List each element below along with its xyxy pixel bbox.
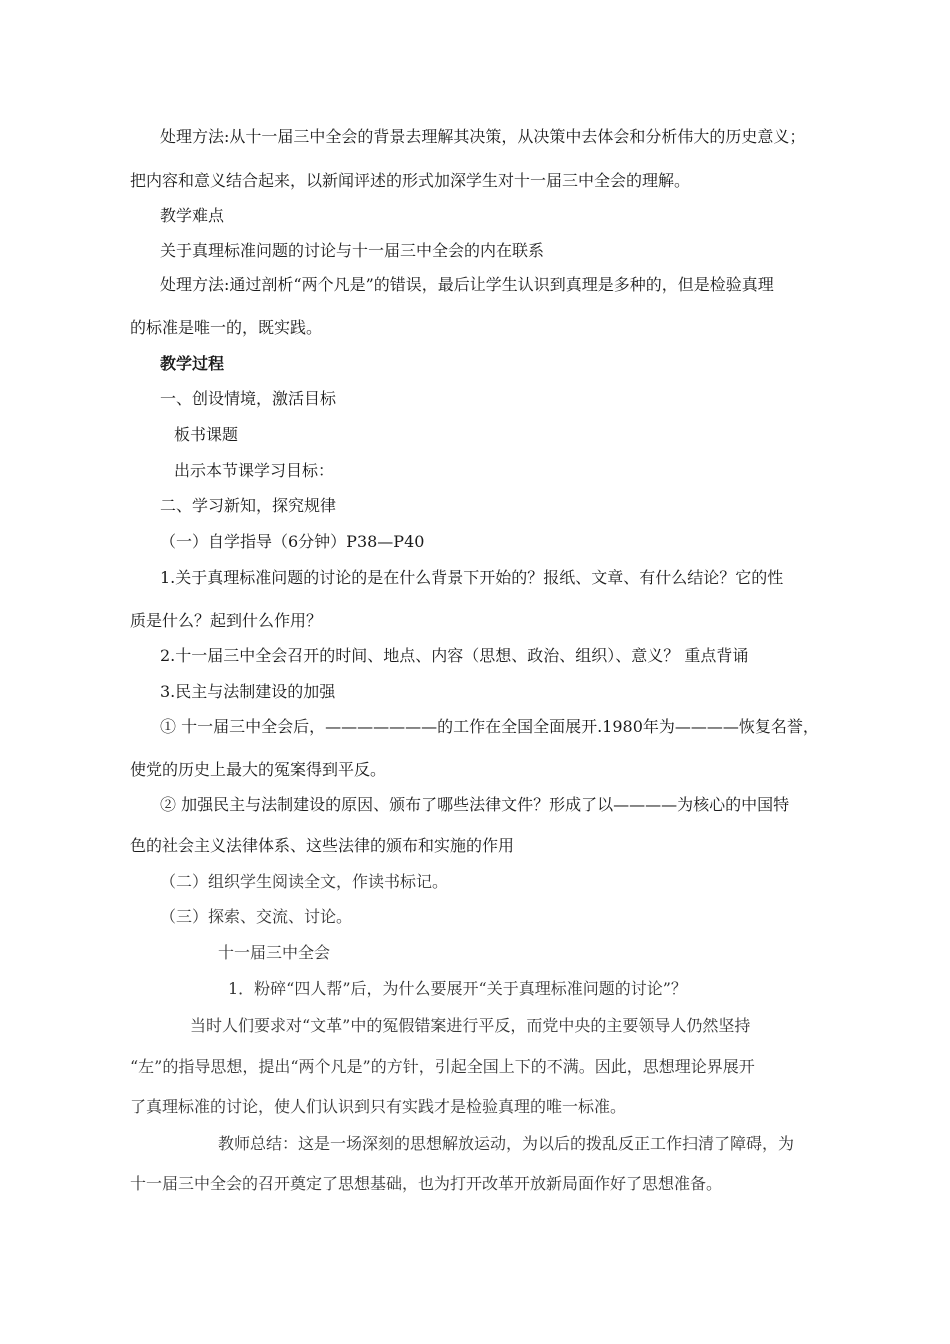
- text-line: ② 加强民主与法制建设的原因、颁布了哪些法律文件？形成了以————为核心的中国特: [160, 795, 790, 814]
- text-line: 3.民主与法制建设的加强: [160, 682, 336, 701]
- text-line: 了真理标准的讨论，使人们认识到只有实践才是检验真理的唯一标准。: [130, 1097, 627, 1116]
- text-line: 色的社会主义法律体系、这些法律的颁布和实施的作用: [130, 836, 515, 855]
- text-line: ① 十一届三中全会后，———————的工作在全国全面展开.1980年为————恢复名誉，: [160, 717, 819, 736]
- text-line: 处理方法:从十一届三中全会的背景去理解其决策，从决策中去体会和分析伟大的历史意义；: [160, 127, 806, 146]
- text-line: 把内容和意义结合起来，以新闻评述的形式加深学生对十一届三中全会的理解。: [130, 171, 691, 190]
- text-line: 一、创设情境，激活目标: [160, 389, 337, 408]
- text-line: 出示本节课学习目标：: [174, 461, 335, 480]
- text-line: （三）探索、交流、讨论。: [160, 907, 353, 926]
- text-line: 2.十一届三中全会召开的时间、地点、内容（思想、政治、组织）、意义？ 重点背诵: [160, 646, 749, 665]
- text-line: “左”的指导思想，提出“两个凡是”的方针，引起全国上下的不满。因此，思想理论界展开: [130, 1057, 755, 1076]
- section-heading: 教学过程: [160, 354, 225, 373]
- text-line: 处理方法:通过剖析“两个凡是”的错误，最后让学生认识到真理是多种的，但是检验真理: [160, 275, 774, 294]
- text-line: 的标准是唯一的，既实践。: [130, 318, 323, 337]
- text-line: 1.关于真理标准问题的讨论的是在什么背景下开始的？报纸、文章、有什么结论？它的性: [160, 568, 784, 587]
- text-line: 关于真理标准问题的讨论与十一届三中全会的内在联系: [160, 241, 545, 260]
- subheading: 十一届三中全会: [218, 943, 331, 962]
- text-line: 教师总结：这是一场深刻的思想解放运动，为以后的拨乱反正工作扫清了障碍，为: [218, 1134, 795, 1153]
- text-line: 十一届三中全会的召开奠定了思想基础，也为打开改革开放新局面作好了思想准备。: [130, 1174, 723, 1193]
- text-line: 质是什么？起到什么作用？: [130, 611, 323, 630]
- text-line: （二）组织学生阅读全文，作读书标记。: [160, 872, 449, 891]
- text-line: 使党的历史上最大的冤案得到平反。: [130, 760, 387, 779]
- text-line: （一）自学指导（6分钟）P38—P40: [160, 532, 425, 551]
- text-line: 二、学习新知，探究规律: [160, 496, 337, 515]
- text-line: 板书课题: [174, 425, 239, 444]
- text-line: 当时人们要求对“文革”中的冤假错案进行平反，而党中央的主要领导人仍然坚持: [190, 1016, 751, 1035]
- section-heading: 教学难点: [160, 206, 225, 225]
- question-line: 1．粉碎“四人帮”后，为什么要展开“关于真理标准问题的讨论”？: [228, 979, 687, 998]
